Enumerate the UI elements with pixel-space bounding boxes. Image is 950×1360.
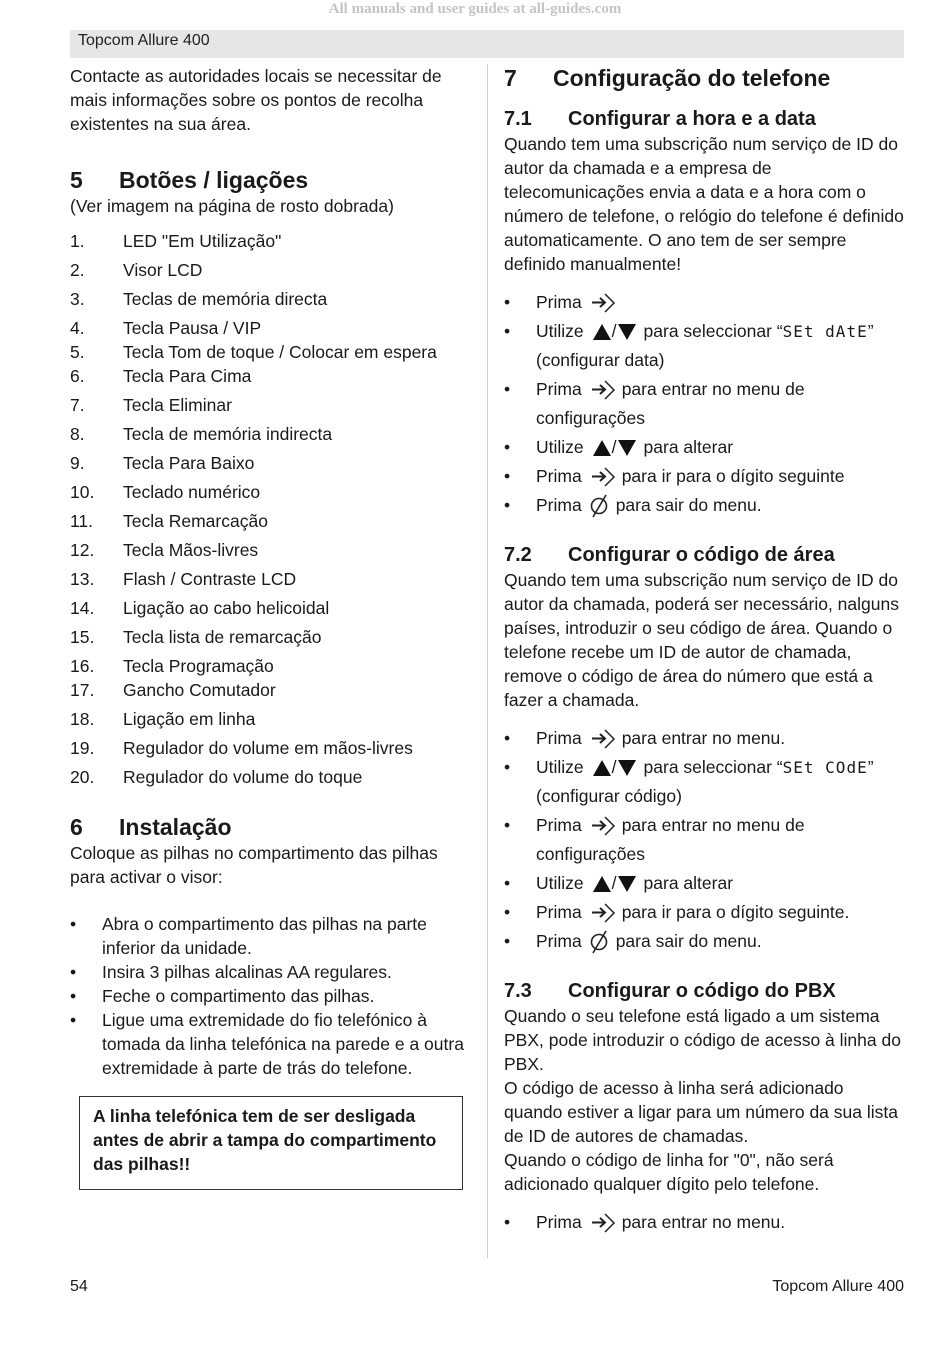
footer-title: Topcom Allure 400: [772, 1278, 904, 1295]
list-item: • Ligue uma extremidade do fio telefónico à tomada da linha telefónica na parede e a outra extremidade à parte de trás do telefone.: [70, 1010, 464, 1078]
section-6-heading: 6 Instalação: [70, 814, 232, 840]
section-7-heading: 7 Configuração do telefone: [504, 65, 831, 91]
exit-key-icon: [590, 493, 610, 519]
list-item: 2. Visor LCD: [70, 260, 203, 280]
menu-key-icon: [590, 728, 616, 750]
section-7-3-paragraph-2: O código de acesso à linha será adicionado quando estiver a ligar para um número da sua lista de ID de autores de chamadas.: [504, 1078, 898, 1146]
list-item: • Prima para entrar no menu de configurações: [504, 379, 805, 428]
lcd-text: SEt COdE: [782, 758, 868, 777]
up-down-arrows: /: [592, 437, 637, 457]
list-item: 8. Tecla de memória indirecta: [70, 424, 333, 444]
list-item: 9. Tecla Para Baixo: [70, 453, 255, 473]
section-7-2-body: Quando tem uma subscrição num serviço de ID do autor da chamada, poderá ser necessário, nalguns países, introduzir o seu código de área. Quando o telefone recebe um ID de autor de chamada, remove o código de área do número que está a fazer a chamada.: [504, 570, 899, 710]
up-down-arrows: /: [592, 757, 637, 777]
list-item: 12. Tecla Mãos-livres: [70, 540, 259, 560]
section-6-intro: Coloque as pilhas no compartimento das pilhas para activar o visor:: [70, 843, 438, 887]
up-down-arrows: /: [592, 321, 637, 341]
list-item: 10. Teclado numérico: [70, 482, 261, 502]
down-arrow-icon: [617, 875, 637, 893]
list-item: • Prima para ir para o dígito seguinte: [504, 462, 904, 491]
section-7-2-steps: [504, 724, 904, 956]
page-number: 54: [70, 1278, 88, 1295]
up-arrow-icon: [592, 759, 612, 777]
list-item: 7. Tecla Eliminar: [70, 395, 232, 415]
section-7-3-steps: [504, 1208, 904, 1237]
warning-note: A linha telefónica tem de ser desligada antes de abrir a tampa do compartimento das pilhas!!: [79, 1096, 463, 1190]
section-7-3-paragraph-1: Quando o seu telefone está ligado a um sistema PBX, pode introduzir o código de acesso à linha do PBX.: [504, 1006, 901, 1074]
section-7-1-body: Quando tem uma subscrição num serviço de ID do autor da chamada e a empresa de telecomunicações envia a data e a hora com o número de telefone, o relógio do telefone é definido automaticamente. O ano tem de ser sempre definido manualmente!: [504, 134, 904, 274]
list-item: • Utilize / para seleccionar “SEt dAtE” (configurar data): [504, 321, 874, 370]
list-item: 19. Regulador do volume em mãos-livres: [70, 738, 413, 758]
section-5-heading: 5 Botões / ligações: [70, 167, 309, 193]
down-arrow-icon: [617, 759, 637, 777]
down-arrow-icon: [617, 439, 637, 457]
menu-key-icon: [590, 379, 616, 401]
list-item: 6. Tecla Para Cima: [70, 366, 252, 386]
exit-key-icon: [590, 929, 610, 955]
left-column: [70, 64, 472, 1190]
right-column: [504, 64, 904, 1237]
section-7-1-heading: 7.1 Configurar a hora e a data: [504, 108, 816, 130]
section-7-1-steps: [504, 288, 904, 520]
up-down-arrows: /: [592, 873, 637, 893]
list-item: 18. Ligação em linha: [70, 709, 256, 729]
list-item: 4. Tecla Pausa / VIP: [70, 318, 262, 338]
list-item: • Feche o compartimento das pilhas.: [70, 986, 375, 1006]
list-item: • Utilize / para alterar: [504, 437, 734, 457]
list-item: • Prima para ir para o dígito seguinte.: [504, 898, 904, 927]
list-item: • Insira 3 pilhas alcalinas AA regulares.: [70, 962, 392, 982]
list-item: • Prima: [504, 288, 904, 317]
menu-key-icon: [590, 815, 616, 837]
list-item: • Utilize / para seleccionar “SEt COdE” (configurar código): [504, 757, 874, 806]
list-item: • Prima para sair do menu.: [504, 927, 904, 956]
list-item: • Utilize / para alterar: [504, 873, 734, 893]
down-arrow-icon: [617, 323, 637, 341]
list-item: 11. Tecla Remarcação: [70, 511, 268, 531]
section-7-3-heading: 7.3 Configurar o código do PBX: [504, 980, 836, 1002]
up-arrow-icon: [592, 323, 612, 341]
menu-key-icon: [590, 466, 616, 488]
section-7-3-paragraph-3: Quando o código de linha for "0", não será adicionado qualquer dígito pelo telefone.: [504, 1150, 834, 1194]
list-item: • Abra o compartimento das pilhas na parte inferior da unidade.: [70, 914, 427, 958]
recycling-paragraph: Contacte as autoridades locais se necessitar de mais informações sobre os pontos de recolha existentes na sua área.: [70, 66, 442, 134]
list-item: 20. Regulador do volume do toque: [70, 767, 363, 787]
watermark: All manuals and user guides at all-guides.com: [328, 1, 622, 17]
list-item: • Prima para entrar no menu de configurações: [504, 815, 805, 864]
up-arrow-icon: [592, 875, 612, 893]
list-item: • Prima para sair do menu.: [504, 491, 904, 520]
page-header: [70, 30, 904, 58]
list-item: 15. Tecla lista de remarcação: [70, 627, 322, 647]
menu-key-icon: [590, 1212, 616, 1234]
list-item: • Prima para entrar no menu.: [504, 1208, 904, 1237]
menu-key-icon: [590, 902, 616, 924]
list-item: 17. Gancho Comutador: [70, 680, 276, 700]
lcd-text: SEt dAtE: [782, 322, 868, 341]
list-item: 1. LED "Em Utilização": [70, 231, 282, 251]
list-item: 3. Teclas de memória directa: [70, 289, 328, 309]
section-5-subtitle: (Ver imagem na página de rosto dobrada): [70, 196, 394, 216]
list-item: 14. Ligação ao cabo helicoidal: [70, 598, 330, 618]
list-item: 5. Tecla Tom de toque / Colocar em espera: [70, 342, 437, 362]
installation-steps: [70, 912, 472, 1080]
up-arrow-icon: [592, 439, 612, 457]
list-item: • Prima para entrar no menu.: [504, 724, 904, 753]
list-item: 16. Tecla Programação: [70, 656, 274, 676]
list-item: 13. Flash / Contraste LCD: [70, 569, 297, 589]
menu-key-icon: [590, 292, 616, 314]
section-7-2-heading: 7.2 Configurar o código de área: [504, 544, 835, 566]
column-divider: [487, 64, 488, 1258]
header-title: Topcom Allure 400: [78, 32, 210, 49]
buttons-list: [70, 229, 472, 789]
